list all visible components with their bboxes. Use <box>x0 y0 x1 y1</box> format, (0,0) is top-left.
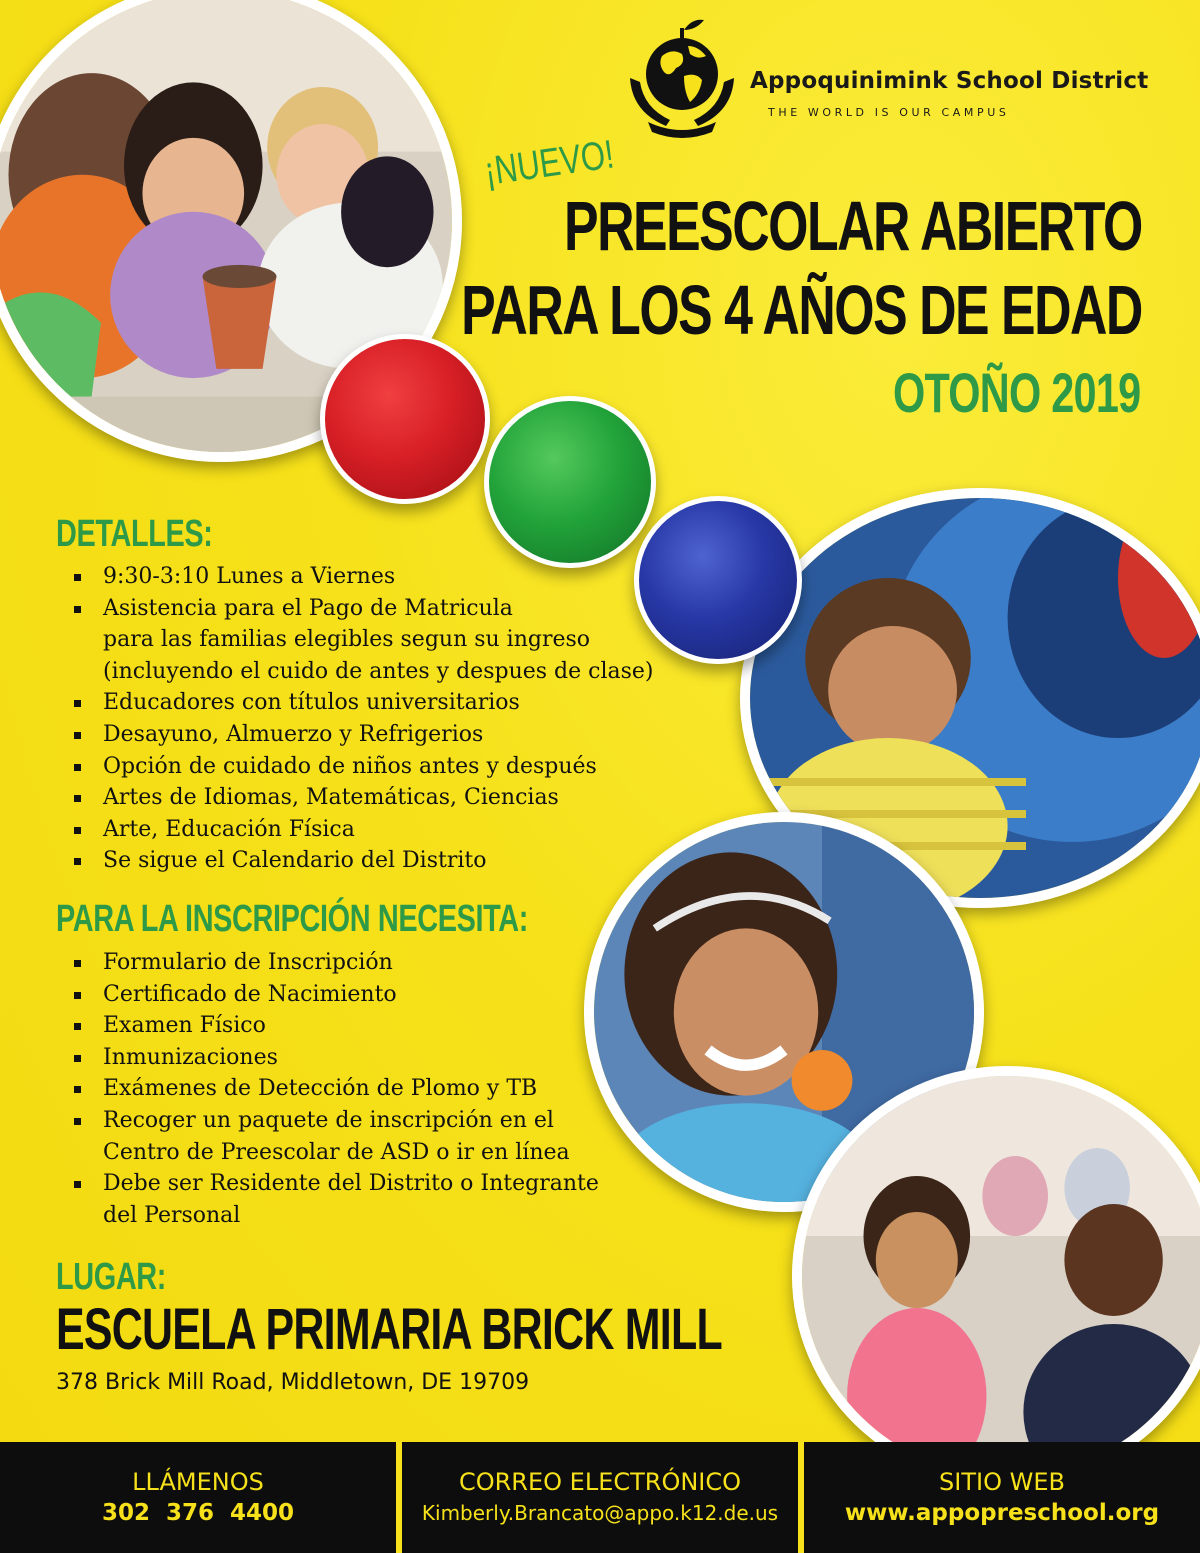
list-item: Se sigue el Calendario del Distrito <box>72 845 654 877</box>
registration-heading: PARA LA INSCRIPCIÓN NECESITA: <box>56 898 528 940</box>
season-label: OTOÑO 2019 <box>892 361 1140 424</box>
email-label: CORREO ELECTRÓNICO <box>458 1467 742 1496</box>
details-list <box>72 561 654 877</box>
registration-list <box>72 947 599 1231</box>
phone-label: LLÁMENOS <box>132 1467 264 1496</box>
website-label: SITIO WEB <box>939 1467 1065 1496</box>
list-item: Artes de Idiomas, Matemáticas, Ciencias <box>72 782 654 814</box>
list-item: Exámenes de Detección de Plomo y TB <box>72 1073 599 1105</box>
list-item: Desayuno, Almuerzo y Refrigerios <box>72 719 654 751</box>
red-ball <box>320 334 490 504</box>
contact-footer <box>0 1442 1200 1553</box>
district-tagline: THE WORLD IS OUR CAMPUS <box>768 106 1010 119</box>
photo-kids-running <box>792 1066 1200 1486</box>
green-ball <box>484 396 656 568</box>
school-name: ESCUELA PRIMARIA BRICK MILL <box>56 1297 722 1362</box>
list-item: Arte, Educación Física <box>72 814 654 846</box>
list-item: Certificado de Nacimiento <box>72 979 599 1011</box>
globe-in-hands-apple-icon <box>626 16 738 140</box>
list-item: Recoger un paquete de inscripción en el <box>72 1105 599 1137</box>
list-item-continuation: Centro de Preescolar de ASD o ir en línea <box>103 1139 570 1165</box>
list-item: 9:30-3:10 Lunes a Viernes <box>72 561 654 593</box>
location-heading: LUGAR: <box>56 1256 167 1298</box>
list-item: Formulario de Inscripción <box>72 947 599 979</box>
school-address: 378 Brick Mill Road, Middletown, DE 19709 <box>56 1370 530 1395</box>
website-block <box>798 1442 1200 1553</box>
email-link[interactable]: Kimberly.Brancato@appo.k12.de.us <box>421 1500 779 1525</box>
list-item: Educadores con títulos universitarios <box>72 687 654 719</box>
list-item: Opción de cuidado de niños antes y después <box>72 751 654 783</box>
details-heading: DETALLES: <box>56 513 213 555</box>
list-item: Debe ser Residente del Distrito o Integrante <box>72 1168 599 1200</box>
phone-number[interactable]: 302 376 4400 <box>101 1499 295 1526</box>
blue-ball <box>634 496 802 664</box>
list-item-continuation: para las familias elegibles segun su ingreso <box>103 627 591 653</box>
district-name: Appoquinimink School District <box>750 68 1149 94</box>
list-item-continuation: del Personal <box>103 1202 241 1228</box>
new-badge: ¡NUEVO! <box>481 132 617 195</box>
headline-line-1: PREESCOLAR ABIERTO <box>564 187 1142 265</box>
photo-kids-running-image <box>802 1076 1200 1476</box>
headline-line-2: PARA LOS 4 AÑOS DE EDAD <box>461 271 1142 349</box>
email-block <box>396 1442 798 1553</box>
list-item: Asistencia para el Pago de Matricula <box>72 593 654 625</box>
list-item-continuation: (incluyendo el cuido de antes y despues de clase) <box>103 658 654 684</box>
phone-block <box>0 1442 396 1553</box>
list-item: Examen Físico <box>72 1010 599 1042</box>
district-logo <box>626 16 738 140</box>
list-item: Inmunizaciones <box>72 1042 599 1074</box>
website-link[interactable]: www.appopreschool.org <box>844 1499 1160 1526</box>
